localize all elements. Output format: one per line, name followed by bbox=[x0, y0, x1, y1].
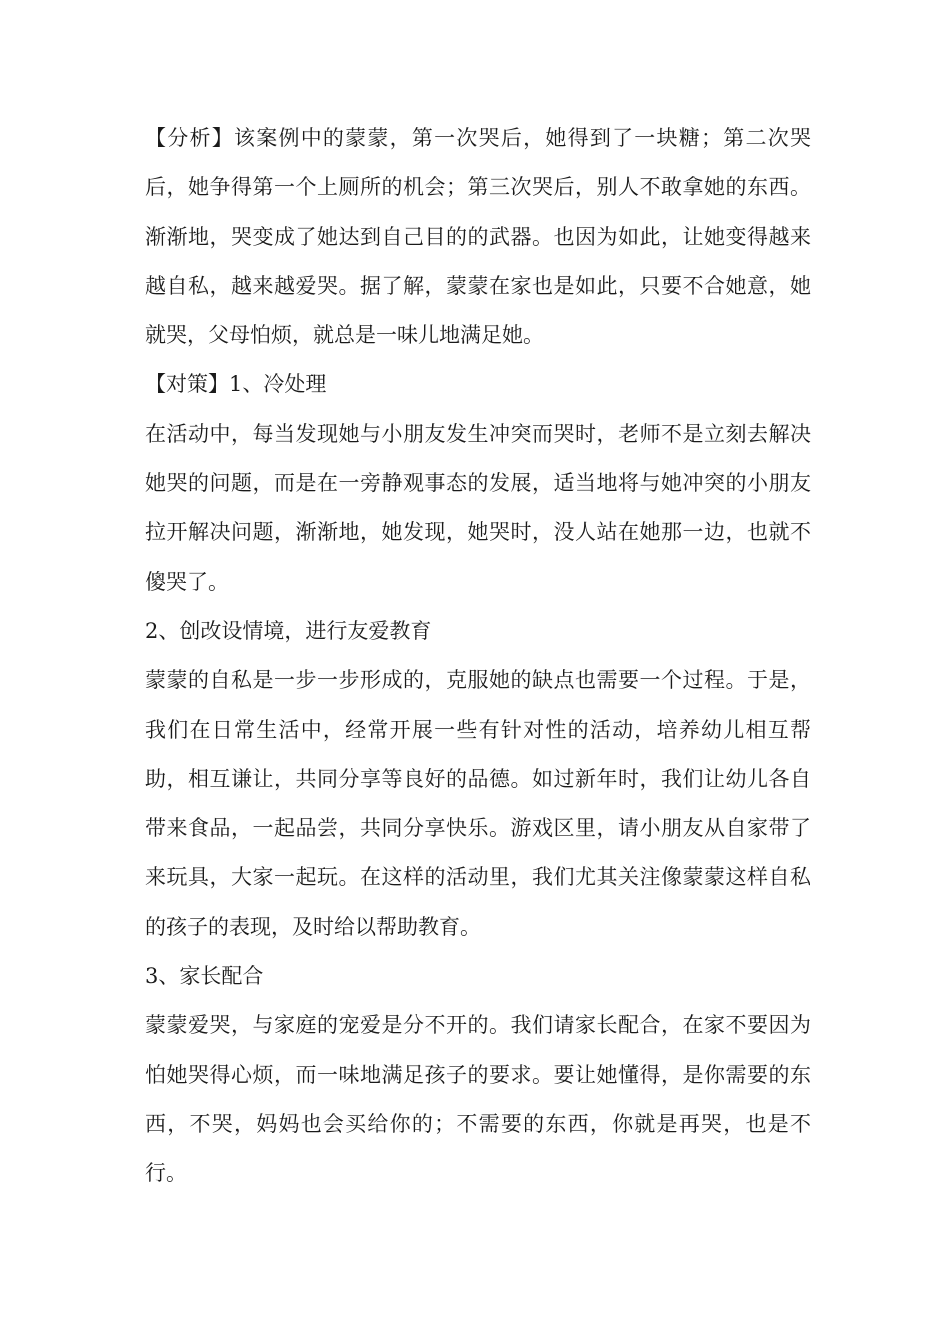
strategy-heading-parents: 3、家长配合 bbox=[145, 964, 264, 989]
strategy-heading-situations: 2、创改设情境，进行友爱教育 bbox=[145, 618, 432, 643]
analysis-paragraph: 【分析】该案例中的蒙蒙，第一次哭后，她得到了一块糖；第二次哭后，她争得第一个上厕所的机会；第三次哭后，别人不敢拿她的东西。渐渐地，哭变成了她达到自己目的的武器。也因为如此，让她变得越来越自私，越来越爱哭。据了解，蒙蒙在家也是如此，只要不合她意，她就哭，父母怕烦，就总是一味儿地满足她。 bbox=[145, 126, 811, 348]
strategy-heading-cold-treatment: 【对策】1、冷处理 bbox=[145, 372, 327, 397]
situations-paragraph: 蒙蒙的自私是一步一步形成的，克服她的缺点也需要一个过程。于是，我们在日常生活中，经常开展一些有针对性的活动，培养幼儿相互帮助，相互谦让，共同分享等良好的品德。如过新年时，我们让幼儿各自带来食品，一起品尝，共同分享快乐。游戏区里，请小朋友从自家带了来玩具，大家一起玩。在这样的活动里，我们尤其关注像蒙蒙这样自私的孩子的表现，及时给以帮助教育。 bbox=[145, 668, 811, 939]
cold-treatment-paragraph: 在活动中，每当发现她与小朋友发生冲突而哭时，老师不是立刻去解决她哭的问题，而是在一旁静观事态的发展，适当地将与她冲突的小朋友拉开解决问题，渐渐地，她发现，她哭时，没人站在她那一边，也就不傻哭了。 bbox=[145, 421, 811, 594]
document-body bbox=[145, 114, 811, 1199]
parents-paragraph: 蒙蒙爱哭，与家庭的宠爱是分不开的。我们请家长配合，在家不要因为怕她哭得心烦，而一味地满足孩子的要求。要让她懂得，是你需要的东西，不哭，妈妈也会买给你的；不需要的东西，你就是再哭，也是不行。 bbox=[145, 1013, 811, 1186]
